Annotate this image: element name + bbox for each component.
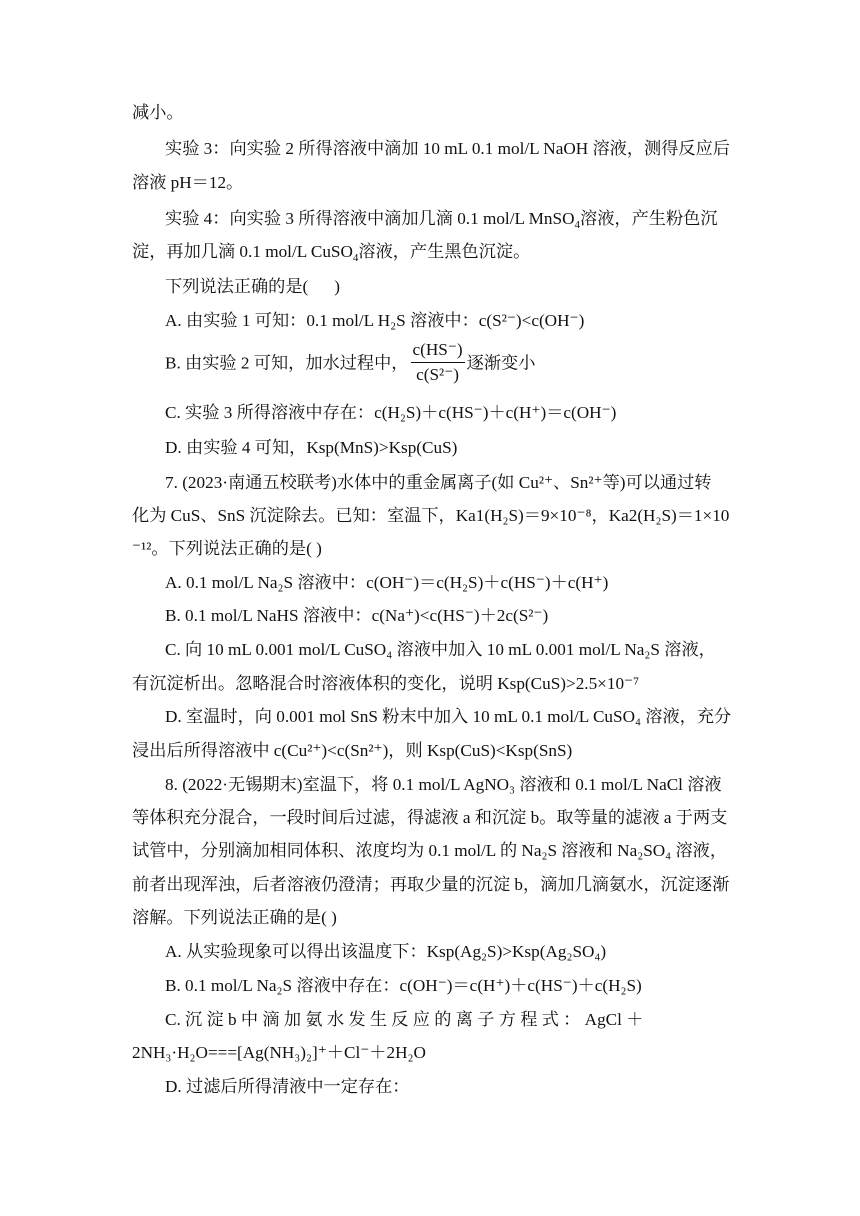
option-b: B. 0.1 mol/L Na₂S 溶液中存在：c(OH⁻)＝c(H⁺)＋c(HS⁻)＋c(H₂S): [165, 976, 642, 995]
text-line: 等体积充分混合，一段时间后过滤，得滤液 a 和沉淀 b。取等量的滤液 a 于两支: [132, 808, 728, 827]
text-line: 减小。: [132, 103, 184, 122]
fraction: $\frac{c(HS^-)}{\text{c(S²⁻)}}$: [412, 340, 463, 384]
experiment-3-line: 实验 3：向实验 2 所得溶液中滴加 10 mL 0.1 mol/L NaOH 溶液，测得反应后: [165, 139, 730, 158]
question-8-stem: 8. (2022·无锡期末)室温下，将 0.1 mol/L AgNO₃ 溶液和 0.1 mol/L NaCl 溶液: [165, 775, 722, 794]
option-a: A. 由实验 1 可知：0.1 mol/L H₂S 溶液中：c(S²⁻)<c(OH⁻): [165, 311, 585, 330]
text-line: 淀，再加几滴 0.1 mol/L CuSO$_4$溶液，产生黑色沉淀。: [132, 242, 531, 264]
experiment-4-line: 实验 4：向实验 3 所得溶液中滴加几滴 0.1 mol/L MnSO$_4$溶液，产生粉色沉: [165, 209, 718, 231]
option-a: A. 0.1 mol/L Na₂S 溶液中：c(OH⁻)＝c(H₂S)＋c(HS⁻)＋c(H⁺): [165, 573, 609, 592]
option-c: C. 沉 淀 b 中 滴 加 氨 水 发 生 反 应 的 离 子 方 程 式 ： AgCl ＋: [165, 1010, 644, 1029]
option-c: C. 实验 3 所得溶液中存在：c(H₂S)＋c(HS⁻)＋c(H⁺)＝c(OH⁻): [165, 403, 617, 422]
text-line: 化为 CuS、SnS 沉淀除去。已知：室温下，Ka1(H₂S)＝9×10⁻⁸，Ka2(H₂S)＝1×10: [132, 506, 730, 525]
option-d: D. 过滤后所得清液中一定存在：: [165, 1077, 410, 1096]
question-6-stem: 下列说法正确的是( ): [165, 277, 340, 296]
option-d: D. 室温时，向 0.001 mol SnS 粉末中加入 10 mL 0.1 mol/L CuSO₄ 溶液，充分: [165, 707, 732, 726]
option-a: A. 从实验现象可以得出该温度下：Ksp(Ag₂S)>Ksp(Ag₂SO₄): [165, 942, 607, 961]
text-line: 浸出后所得溶液中 c(Cu²⁺)<c(Sn²⁺)，则 Ksp(CuS)<Ksp(SnS): [132, 741, 573, 760]
option-d: D. 由实验 4 可知，Ksp(MnS)>Ksp(CuS): [165, 438, 458, 457]
text-line: 前者出现浑浊，后者溶液仍澄清；再取少量的沉淀 b，滴加几滴氨水，沉淀逐渐: [132, 875, 730, 894]
text-line: ⁻¹²。下列说法正确的是( ): [132, 539, 322, 558]
text-line: 有沉淀析出。忽略混合时溶液体积的变化，说明 Ksp(CuS)>2.5×10⁻⁷: [132, 674, 640, 693]
option-c: C. 向 10 mL 0.001 mol/L CuSO₄ 溶液中加入 10 mL 0.001 mol/L Na₂S 溶液，: [165, 640, 716, 659]
text-line: 溶解。下列说法正确的是( ): [132, 908, 337, 927]
option-b: B. 0.1 mol/L NaHS 溶液中：c(Na⁺)<c(HS⁻)＋2c(S²⁻): [165, 606, 549, 625]
text-line: 试管中，分别滴加相同体积、浓度均为 0.1 mol/L 的 Na₂S 溶液和 Na₂SO₄ 溶液，: [132, 841, 728, 860]
option-b: B. 由实验 2 可知，加水过程中， $\frac{c(HS^-)}{\text{c(S²⁻)}}$ 逐渐变小: [165, 340, 536, 384]
text-line: 2NH₃·H₂O===[Ag(NH₃)₂]⁺＋Cl⁻＋2H₂O: [132, 1043, 426, 1062]
text-line: 溶液 pH＝12。: [132, 173, 244, 192]
question-7-stem: 7. (2023·南通五校联考)水体中的重金属离子(如 Cu²⁺、Sn²⁺等)可以通过转: [165, 473, 712, 492]
